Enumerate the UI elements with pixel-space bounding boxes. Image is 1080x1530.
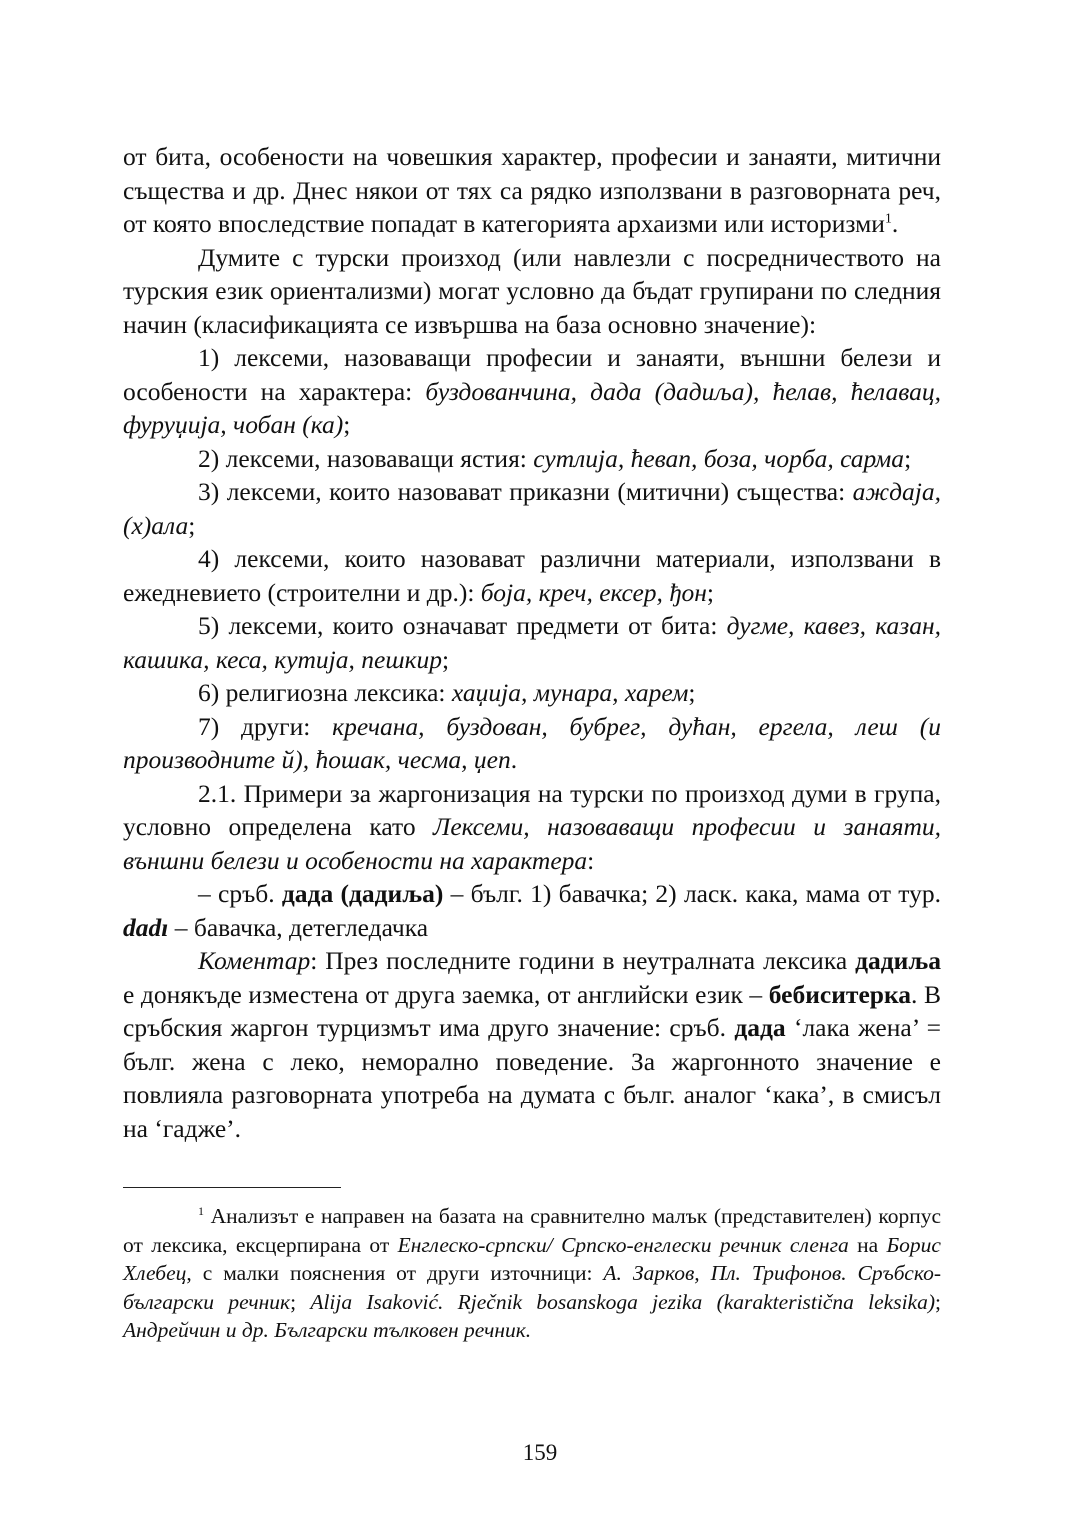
paragraph (123, 442, 941, 476)
bold-term: дада (дадиља) (281, 879, 444, 908)
paragraph (123, 944, 941, 1145)
italic-term: А. Зарков, Пл. Трифонов. Сръбско-български речник (123, 1261, 941, 1314)
italic-term: Борис Хлебец (123, 1232, 941, 1285)
text-run: ; (290, 1289, 311, 1314)
paragraph (123, 241, 941, 342)
text-run: ; (442, 644, 450, 674)
text-run: ; (688, 678, 696, 707)
paragraph (123, 140, 941, 241)
text-run: 1) лексеми, назоваващи професии и занаяти, външни белези и особености на характера: (123, 343, 941, 406)
paragraph (123, 542, 941, 609)
text-run: е донякъде изместена от друга заемка, от английски език – (123, 979, 769, 1009)
italic-term: аждаја, (х)ала (123, 477, 941, 540)
text-run: ; (343, 410, 351, 439)
italic-term: Коментар (198, 946, 311, 975)
text-run: от бита, особености на човешкия характер, професии и занаяти, митични същества и др. Днес някои от тях са рядко използвани в разговорната реч, от която впоследствие попадат в категорията архаизми или историзми (123, 142, 941, 238)
text-run: . (510, 745, 518, 774)
italic-term: буздованчина, дада (дадиља), ћелав, ћелавац, фуруџија, чобан (ка) (123, 376, 942, 439)
text-run: 6) религиозна лексика: (198, 678, 452, 707)
bold-term: дада (734, 1013, 786, 1042)
page-content (123, 140, 941, 1345)
text-run: . В сръбския жаргон турцизмът има друго значение: сръб. (123, 979, 941, 1042)
italic-term: кречана, буздован, бубрег, дућан, ергела, леш (и производните й), ћошак, чесма, џеп (123, 711, 941, 774)
paragraph (123, 609, 941, 676)
text-run: – сръб. (198, 879, 282, 908)
text-run: 5) лексеми, които означават предмети от бита: (198, 611, 727, 640)
text-run: – бавачка, детегледачка (168, 912, 429, 942)
text-run: . (891, 209, 899, 238)
text-run: ; (706, 577, 714, 607)
footnote (123, 1202, 941, 1345)
bold-term: бебиситерка (768, 979, 912, 1009)
italic-term: сутлија, ћевап, боза, чорба, сарма (533, 443, 905, 473)
text-run: ; (935, 1289, 941, 1314)
text-run: 3) лексеми, които назовават приказни (митични) същества: (198, 477, 853, 506)
paragraph (123, 341, 941, 442)
text-run: : (587, 845, 595, 875)
italic-term: боја, креч, ексер, ђон (480, 577, 707, 607)
text-run: ; (904, 443, 912, 473)
paragraph (123, 777, 941, 878)
text-run: 7) други: (198, 711, 333, 741)
paragraph (123, 475, 941, 542)
text-run: , с малки пояснения от други източници: (186, 1261, 604, 1285)
footnote-ref: 1 (884, 211, 892, 227)
italic-term: Alija Isaković. Rječnik bosanskoga jezika (karakteristična leksika) (310, 1289, 936, 1314)
paragraph (123, 877, 941, 944)
footnote-ref: 1 (198, 1203, 204, 1218)
text-run: Анализът е направен на базата на сравнително малък (представителен) корпус от лексика, ексцерпирана от (123, 1204, 941, 1257)
footnote-separator (123, 1187, 341, 1188)
text-run: – бълг. 1) бавачка; 2) ласк. кака, мама от тур. (443, 879, 941, 908)
italic-term: Андрейчин и др. Български тълковен речник. (123, 1318, 532, 1342)
bold-term: дадиља (855, 946, 941, 975)
text-run: ; (188, 510, 196, 540)
italic-term: Енглеско-српски/ Српско-енглески речник сленга (397, 1232, 849, 1257)
text-run: : През последните години в неутралната лексика (310, 946, 856, 975)
text-run: Думите с турски произход (или навлезли с посредничеството на турския език ориентализми) могат условно да бъдат групирани по следния начин (класификацията се извършва на база основно значение): (123, 242, 941, 339)
page-number: 159 (522, 1440, 558, 1465)
text-run: 2) лексеми, назоваващи ястия: (198, 443, 534, 473)
text-run: ‘лака жена’ = бълг. жена с леко, неморално поведение. За жаргонното значение е повлияла разговорната употреба на думата с бълг. аналог ‘кака’, в смисъл на ‘гадже’. (123, 1013, 941, 1143)
text-run: 2.1. Примери за жаргонизация на турски по произход думи в група, условно определена като (123, 778, 941, 841)
italic-term: хаџија, мунара, харем (451, 678, 689, 707)
italic-term: дугме, кавез, казан, кашика, кеса, кутија, пешкир (123, 611, 941, 674)
paragraph (123, 710, 941, 777)
italic-term: Лексеми, назоваващи професии и занаяти, външни белези и особености на характера (123, 812, 941, 875)
bold-term: dadı (123, 912, 169, 942)
text-run: 4) лексеми, които назовават различни материали, използвани в ежедневието (строителни и др.): (123, 544, 941, 607)
text-run: на (848, 1232, 887, 1257)
main-text (123, 140, 941, 1145)
paragraph (123, 676, 941, 710)
